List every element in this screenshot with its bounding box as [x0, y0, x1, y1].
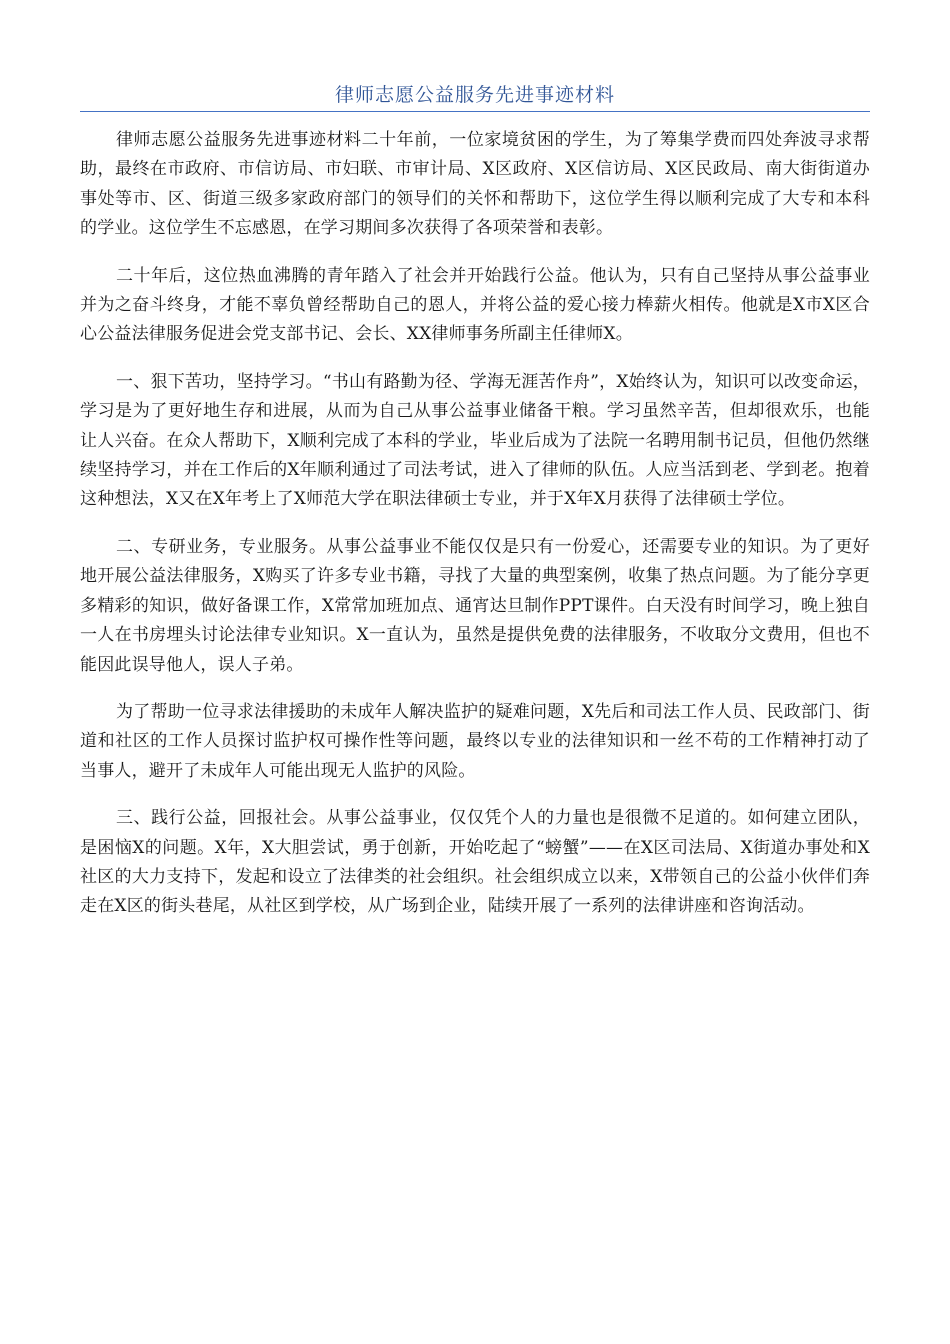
- paragraph: 一、狠下苦功，坚持学习。“书山有路勤为径、学海无涯苦作舟”，X始终认为，知识可以改变命运，学习是为了更好地生存和进展，从而为自己从事公益事业储备干粮。学习虽然辛苦，但却很欢乐，也能让人兴奋。在众人帮助下，X顺利完成了本科的学业，毕业后成为了法院一名聘用制书记员，但他仍然继续坚持学习，并在工作后的X年顺利通过了司法考试，进入了律师的队伍。人应当活到老、学到老。抱着这种想法，X又在X年考上了X师范大学在职法律硕士专业，并于X年X月获得了法律硕士学位。: [80, 371, 870, 510]
- paragraph: 二、专研业务，专业服务。从事公益事业不能仅仅是只有一份爱心，还需要专业的知识。为了更好地开展公益法律服务，X购买了许多专业书籍，寻找了大量的典型案例，收集了热点问题。为了能分享更多精彩的知识，做好备课工作，X常常加班加点、通宵达旦制作PPT课件。白天没有时间学习，晚上独自一人在书房埋头讨论法律专业知识。X一直认为，虽然是提供免费的法律服务，不收取分文费用，但也不能因此误导他人，误人子弟。: [80, 536, 870, 675]
- paragraph: 为了帮助一位寻求法律援助的未成年人解决监护的疑难问题，X先后和司法工作人员、民政部门、街道和社区的工作人员探讨监护权可操作性等问题，最终以专业的法律知识和一丝不苟的工作精神打动了当事人，避开了未成年人可能出现无人监护的风险。: [80, 701, 870, 781]
- document-page: [80, 80, 870, 940]
- paragraph: 三、践行公益，回报社会。从事公益事业，仅仅凭个人的力量也是很微不足道的。如何建立团队，是困恼X的问题。X年，X大胆尝试，勇于创新，开始吃起了“螃蟹”——在X区司法局、X街道办事处和X社区的大力支持下，发起和设立了法律类的社会组织。社会组织成立以来，X带领自己的公益小伙伴们奔走在X区的街头巷尾，从社区到学校，从广场到企业，陆续开展了一系列的法律讲座和咨询活动。: [80, 808, 870, 917]
- document-title: 律师志愿公益服务先进事迹材料: [80, 80, 870, 112]
- paragraph: 二十年后，这位热血沸腾的青年踏入了社会并开始践行公益。他认为，只有自己坚持从事公益事业并为之奋斗终身，才能不辜负曾经帮助自己的恩人，并将公益的爱心接力棒薪火相传。他就是X市X区合心公益法律服务促进会党支部书记、会长、XX律师事务所副主任律师X。: [80, 265, 870, 345]
- paragraph: 律师志愿公益服务先进事迹材料二十年前，一位家境贫困的学生，为了筹集学费而四处奔波寻求帮助，最终在市政府、市信访局、市妇联、市审计局、X区政府、X区信访局、X区民政局、南大街街道办事处等市、区、街道三级多家政府部门的领导们的关怀和帮助下，这位学生得以顺利完成了大专和本科的学业。这位学生不忘感恩，在学习期间多次获得了各项荣誉和表彰。: [80, 130, 870, 239]
